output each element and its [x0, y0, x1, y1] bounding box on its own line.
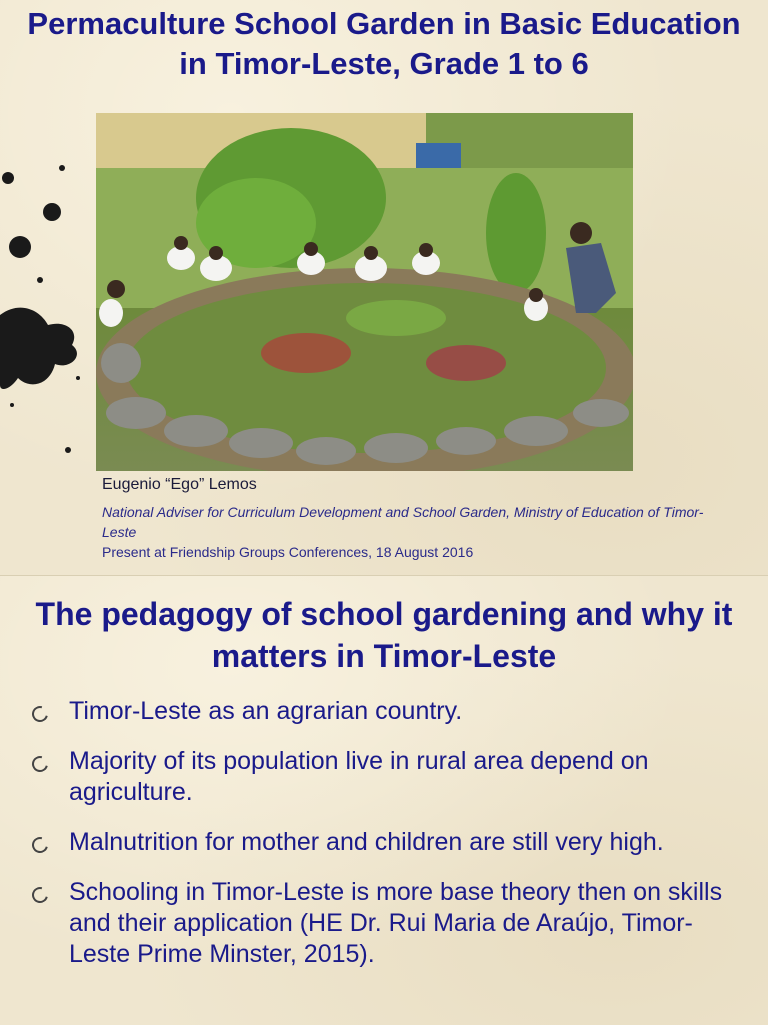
circle-bullet-icon	[29, 884, 51, 906]
circle-bullet-icon	[29, 834, 51, 856]
school-garden-photo	[96, 113, 633, 471]
list-item	[30, 746, 750, 808]
slide-1-title: Permaculture School Garden in Basic Education in Timor-Leste, Grade 1 to 6	[27, 6, 741, 81]
circle-bullet-icon	[29, 703, 51, 725]
list-item	[30, 877, 750, 970]
bullet-list	[30, 696, 750, 989]
list-item	[30, 827, 750, 858]
list-item-text: Malnutrition for mother and children are still very high.	[69, 828, 664, 856]
slide-2	[0, 575, 768, 1025]
ink-splatter-decoration	[0, 140, 100, 460]
list-item	[30, 696, 750, 727]
slide-2-title: The pedagogy of school gardening and why it matters in Timor-Leste	[35, 596, 733, 674]
circle-bullet-icon	[29, 753, 51, 775]
author-name: Eugenio “Ego” Lemos	[102, 476, 257, 493]
byline	[102, 476, 722, 560]
presentation-info: Present at Friendship Groups Conferences, 18 August 2016	[102, 544, 474, 560]
list-item-text: Timor-Leste as an agrarian country.	[69, 697, 463, 725]
author-role: National Adviser for Curriculum Development and School Garden, Ministry of Education of Timor-Leste	[102, 504, 704, 540]
list-item-text: Majority of its population live in rural area depend on agriculture.	[69, 747, 649, 806]
list-item-text: Schooling in Timor-Leste is more base theory then on skills and their application (HE Dr. Rui Maria de Araújo, Timor-Leste Prime Minster, 2015).	[69, 878, 723, 968]
